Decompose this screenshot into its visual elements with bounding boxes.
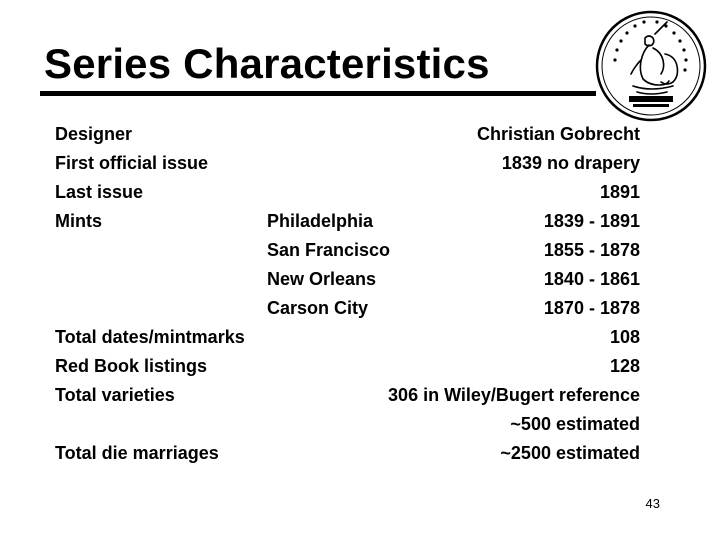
slide-title: Series Characteristics bbox=[44, 40, 490, 87]
table-row bbox=[55, 240, 640, 268]
row-mint: San Francisco bbox=[267, 240, 391, 260]
table-row bbox=[55, 211, 640, 239]
row-value: Christian Gobrecht bbox=[476, 124, 640, 144]
table-row bbox=[55, 153, 640, 181]
row-value: 1839 - 1891 bbox=[543, 211, 640, 231]
seated-liberty-coin-icon bbox=[593, 8, 709, 124]
row-label: Total die marriages bbox=[55, 443, 219, 463]
row-value: 1891 bbox=[599, 182, 640, 202]
row-value: 1839 no drapery bbox=[501, 153, 640, 173]
table-row bbox=[55, 182, 640, 210]
row-mint: New Orleans bbox=[267, 269, 377, 289]
table-row bbox=[55, 124, 640, 152]
table-row bbox=[55, 327, 640, 355]
row-value: 108 bbox=[609, 327, 640, 347]
row-value: 1855 - 1878 bbox=[543, 240, 640, 260]
row-label: Total varieties bbox=[55, 385, 175, 405]
row-label: Total dates/mintmarks bbox=[55, 327, 245, 347]
table-row bbox=[55, 269, 640, 297]
row-label: Designer bbox=[55, 124, 133, 144]
row-label: Mints bbox=[55, 211, 102, 231]
row-value: ~2500 estimated bbox=[500, 443, 640, 463]
row-label: Last issue bbox=[55, 182, 144, 202]
table-row bbox=[55, 443, 640, 471]
title-underline bbox=[40, 91, 596, 96]
page-number: 43 bbox=[645, 496, 660, 511]
row-value: 1840 - 1861 bbox=[543, 269, 640, 289]
row-value: 128 bbox=[609, 356, 640, 376]
table-row bbox=[55, 356, 640, 384]
row-mint: Carson City bbox=[267, 298, 369, 318]
row-value: ~500 estimated bbox=[510, 414, 640, 434]
table-row bbox=[55, 385, 640, 413]
row-label: First official issue bbox=[55, 153, 209, 173]
row-value: 306 in Wiley/Bugert reference bbox=[388, 385, 640, 405]
row-label: Red Book listings bbox=[55, 356, 208, 376]
table-row bbox=[55, 298, 640, 326]
table-row bbox=[55, 414, 640, 442]
row-mint: Philadelphia bbox=[267, 211, 374, 231]
row-value: 1870 - 1878 bbox=[543, 298, 640, 318]
